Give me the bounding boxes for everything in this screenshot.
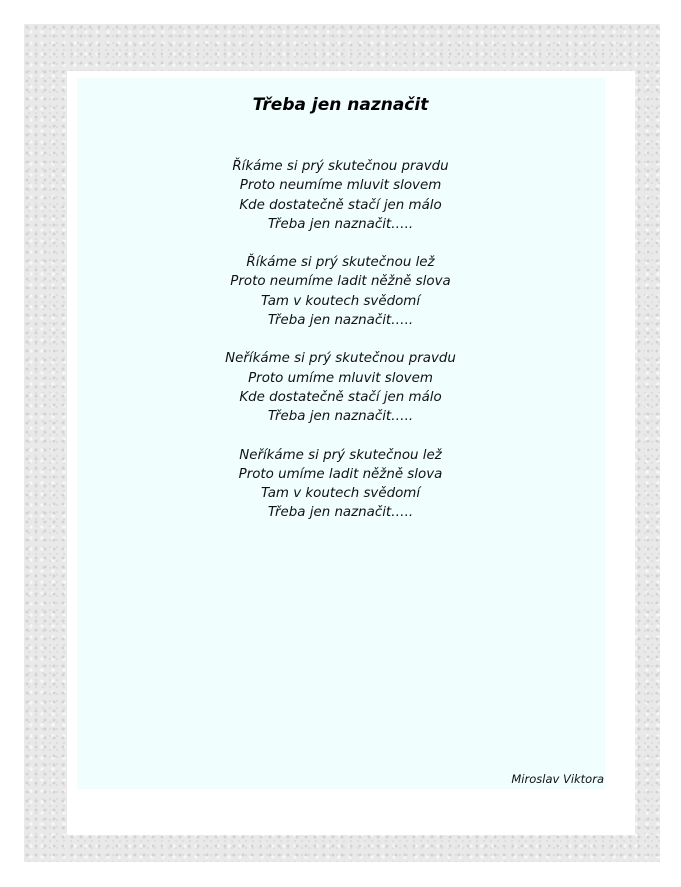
poem-line: Třeba jen naznačit….. (267, 505, 414, 521)
poem-line: Proto umíme ladit něžně slova (238, 466, 443, 482)
poem-line: Třeba jen naznačit….. (267, 409, 414, 425)
poem-body (0, 157, 681, 542)
poem-title: Třeba jen naznačit (252, 95, 429, 115)
poem-line: Kde dostatečně stačí jen málo (239, 389, 442, 405)
stanza-4 (0, 446, 681, 523)
poem-line: Tam v koutech svědomí (260, 293, 421, 309)
poem-line: Neříkáme si prý skutečnou pravdu (225, 351, 456, 367)
poem-line: Říkáme si prý skutečnou lež (246, 255, 435, 271)
stanza-2 (0, 253, 681, 330)
poem-line: Třeba jen naznačit….. (267, 216, 414, 232)
stanza-1 (0, 157, 681, 234)
poem-line: Proto neumíme ladit něžně slova (230, 274, 451, 290)
poem-line: Kde dostatečně stačí jen málo (239, 197, 442, 213)
poem-line: Třeba jen naznačit….. (267, 313, 414, 329)
author-signature: Miroslav Viktora (511, 772, 604, 786)
poem-line: Proto neumíme mluvit slovem (239, 178, 442, 194)
poem-line: Tam v koutech svědomí (260, 486, 421, 502)
poem-line: Proto umíme mluvit slovem (248, 370, 433, 386)
poem-line: Neříkáme si prý skutečnou lež (239, 447, 442, 463)
poem-line: Říkáme si prý skutečnou pravdu (232, 159, 449, 174)
stanza-3 (0, 349, 681, 426)
